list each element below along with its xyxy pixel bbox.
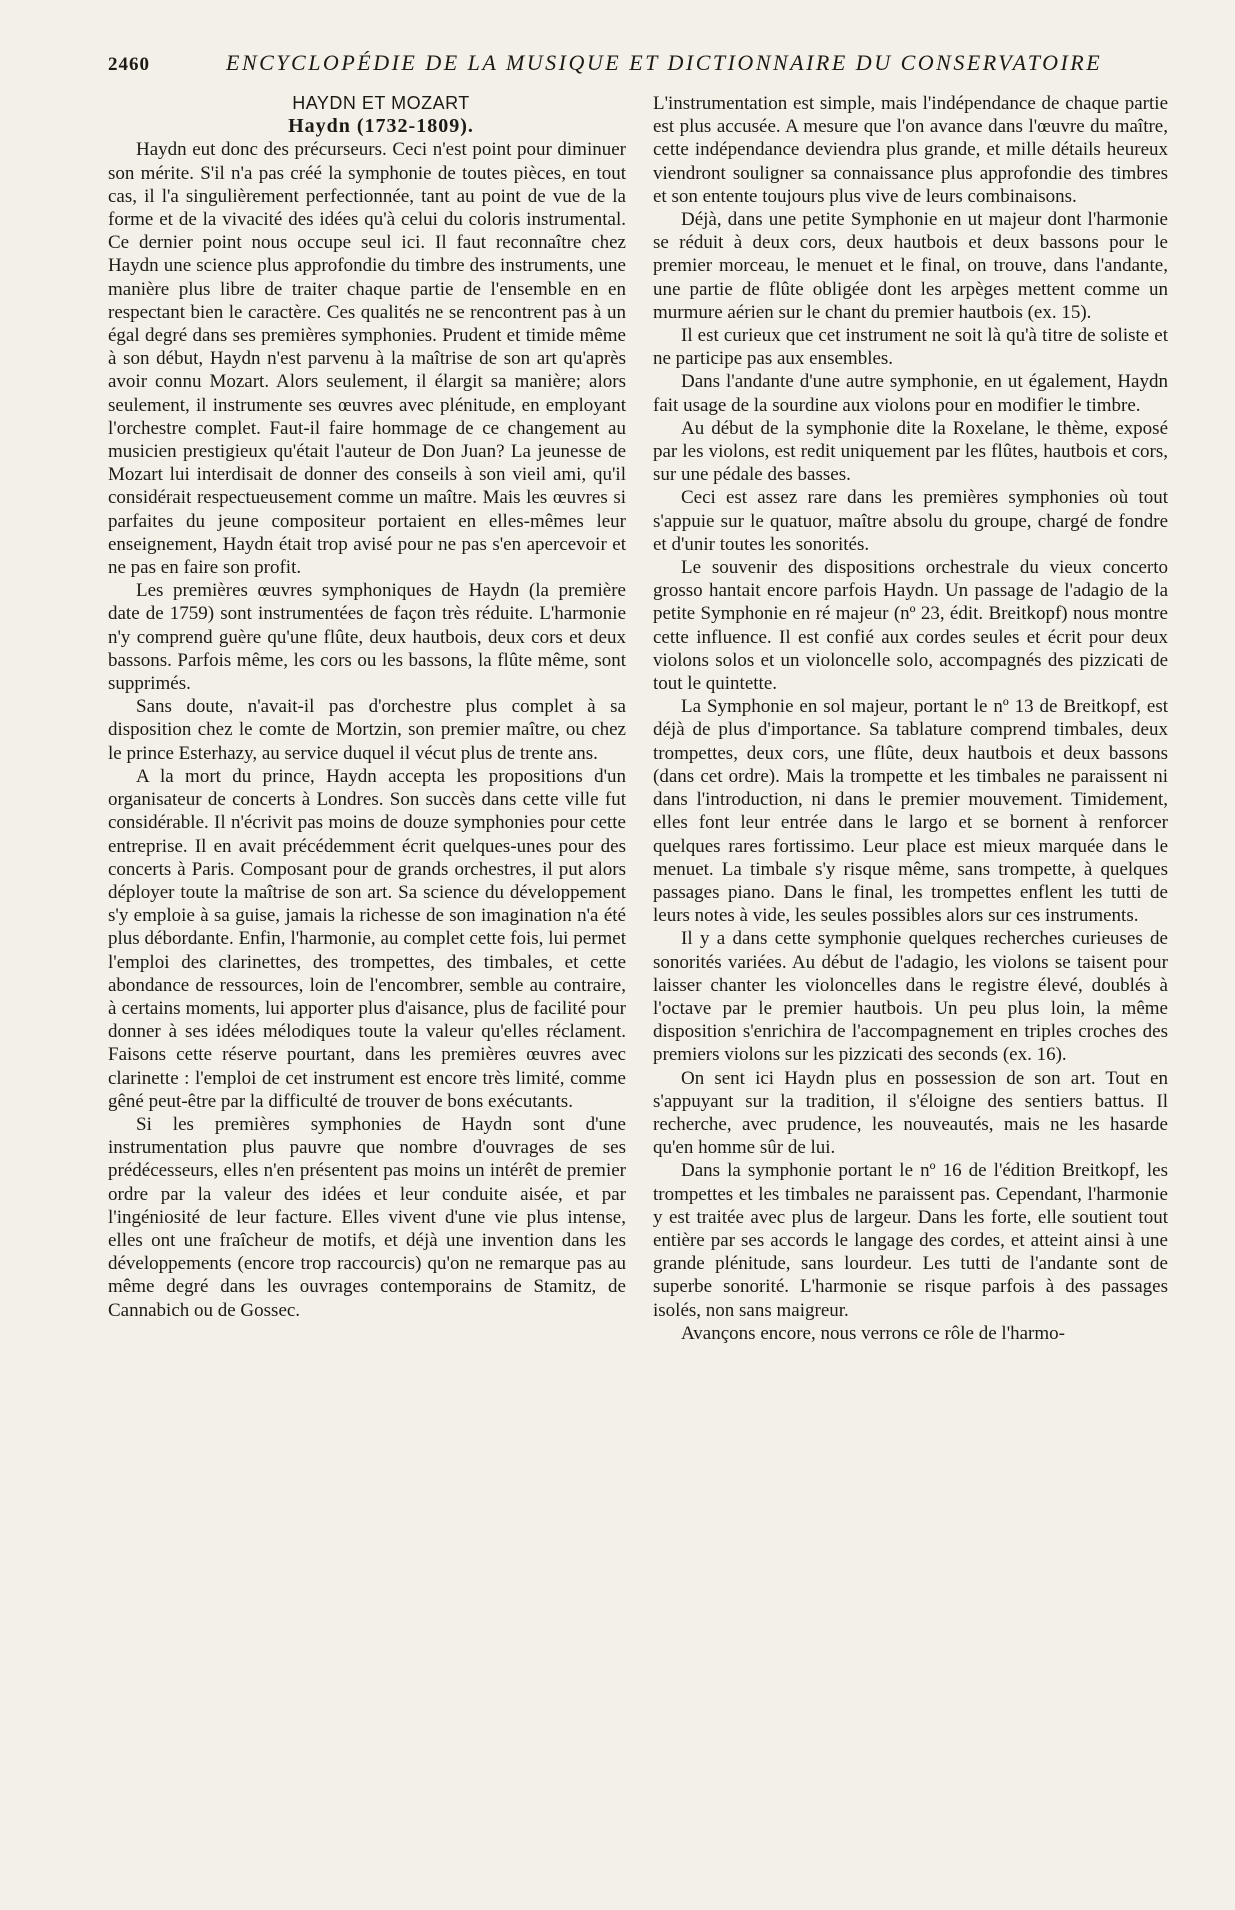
paragraph: Avançons encore, nous verrons ce rôle de l'harmo- [681,1322,1065,1344]
paragraph: Ceci est assez rare dans les premières symphonies où tout s'appuie sur le quatuor, maître absolu du groupe, chargé de fondre et d'unir toutes les sonorités. [653,487,1168,555]
paragraph: On sent ici Haydn plus en possession de son art. Tout en s'appuyant sur la tradition, il s'éloigne des sentiers battus. Il recherche, avec prudence, les nouveautés, mais ne les hasarde qu'en homme sûr de lui. [653,1067,1168,1159]
paragraph: Si les premières symphonies de Haydn sont d'une instrumentation plus pauvre que nombre d'ouvrages de ses prédécesseurs, elles n'en présentent pas moins un intérêt de premier ordre par la valeur des idées et leur conduite aisée, et par l'ingéniosité de leur facture. Elles vivent d'une vie plus intense, elles ont une fraîcheur de motifs, et déjà une invention dans les développements (encore trop raccourcis) qu'on ne remarque pas au même degré dans les ouvrages contemporains de Stamitz, de Cannabich ou de Gossec. [108,1113,626,1321]
left-column [108,92,626,1322]
paragraph: A la mort du prince, Haydn accepta les propositions d'un organisateur de concerts à Londres. Son succès dans cette ville fut considérable. Il n'écrivit pas moins de douze symphonies pour cette entreprise. Il en avait précédemment écrit quelques-unes pour des concerts à Paris. Composant pour de grands orchestres, il put alors déployer toute la maîtrise de son art. Sa science du développement s'y emploie à sa guise, jamais la richesse de son imagination n'a été plus débordante. Enfin, l'harmonie, au complet cette fois, lui permet l'emploi des clarinettes, des trompettes, des timbales, et cette abondance de ressources, loin de l'encombrer, semble au contraire, à certains moments, lui apporter plus d'aisance, plus de facilité pour donner à ses idées mélodiques toute la valeur qu'elles réclament. Faisons cette réserve pourtant, dans les premières œuvres avec clarinette : l'emploi de cet instrument est encore très limité, comme gêné peut-être par la difficulté de trouver de bons exécutants. [108,765,626,1112]
paragraph: Le souvenir des dispositions orchestrale du vieux concerto grosso hantait encore parfois Haydn. Un passage de l'adagio de la petite Symphonie en ré majeur (nº 23, édit. Breitkopf) nous montre cette influence. Il est confié aux cordes seules et écrit pour deux violons solos et un violoncelle solo, accompagnés des pizzicati de tout le quintette. [653,557,1168,695]
paragraph: L'instrumentation est simple, mais l'indépendance de chaque partie est plus accusée. A mesure que l'on avance dans l'œuvre du maître, cette indépendance deviendra plus grande, et mille détails heureux viendront souligner sa connaissance plus approfondie des timbres et son entente toujours plus vive de leurs combinaisons. [653,93,1168,207]
right-column [653,92,1168,1345]
paragraph: Les premières œuvres symphoniques de Haydn (la première date de 1759) sont instrumentées de façon très réduite. L'harmonie n'y comprend guère qu'une flûte, deux hautbois, deux cors et deux bassons. Parfois même, les cors ou les bassons, la flûte même, sont supprimés. [108,580,626,695]
paragraph: Dans la symphonie portant le nº 16 de l'édition Breitkopf, les trompettes et les timbales ne paraissent pas. Cependant, l'harmonie y est traitée avec plus de largeur. Dans les forte, elle soutient tout entière par ses accords le langage des cordes, et atteint ainsi à une grande plénitude, sans lourdeur. Les tutti de l'andante sont de superbe sonorité. L'harmonie se risque parfois à des passages isolés, non sans maigreur. [653,1160,1168,1321]
paragraph: La Symphonie en sol majeur, portant le nº 13 de Breitkopf, est déjà de plus d'importance. Sa tablature comprend timbales, deux trompettes, deux cors, une flûte, deux hautbois et deux bassons (dans cet ordre). Mais la trompette et les timbales ne paraissent ni dans l'introduction, ni dans le premier mouvement. Timidement, elles font leur entrée dans le largo et se bornent à renforcer quelques rares fortissimo. Leur place est mieux marquée dans le menuet. La timbale s'y risque même, sans trompette, à quelques passages piano. Dans le final, les trompettes enflent les tutti de leurs notes à vide, les seules possibles alors sur ces instruments. [653,696,1168,927]
paragraph: Sans doute, n'avait-il pas d'orchestre plus complet à sa disposition chez le comte de Mortzin, son premier maître, ou chez le prince Esterhazy, au service duquel il vécut plus de trente ans. [108,696,626,764]
section-title: HAYDN ET MOZART [292,93,470,113]
running-title: ENCYCLOPÉDIE DE LA MUSIQUE ET DICTIONNAIRE DU CONSERVATOIRE [226,50,1103,75]
paragraph: Déjà, dans une petite Symphonie en ut majeur dont l'harmonie se réduit à deux cors, deux hautbois et deux bassons pour le premier morceau, le menuet et le final, on trouve, dans l'andante, une partie de flûte obligée dont les arpèges mettent comme un murmure aérien sur le chant du premier hautbois (ex. 15). [653,209,1168,323]
paragraph: Dans l'andante d'une autre symphonie, en ut également, Haydn fait usage de la sourdine aux violons pour en modifier le timbre. [653,371,1168,416]
paragraph: Haydn eut donc des précurseurs. Ceci n'est point pour diminuer son mérite. S'il n'a pas créé la symphonie de toutes pièces, en tout cas, il l'a singulièrement perfectionnée, tant au point de vue de la forme et de la vivacité des idées qu'à celui du coloris instrumental. Ce dernier point nous occupe seul ici. Il faut reconnaître chez Haydn une science plus approfondie du timbre des instruments, une manière plus libre de traiter chaque partie de l'ensemble en en respectant bien le caractère. Ces qualités ne se rencontrent pas à un égal degré dans ses premières symphonies. Prudent et timide même à son début, Haydn n'est parvenu à la maîtrise de son art qu'après avoir connu Mozart. Alors seulement, il élargit sa manière; alors seulement, il instrumente ses œuvres avec plénitude, en employant l'orchestre complet. Faut-il faire hommage de ce changement au musicien prestigieux qu'était l'auteur de Don Juan? La jeunesse de Mozart lui interdisait de donner des conseils à son vieil ami, qu'il considérait respectueusement comme un maître. Mais les œuvres si parfaites du jeune compositeur portaient en elles-mêmes leur enseignement, Haydn était trop avisé pour ne pas s'en apercevoir et ne pas en faire son profit. [108,139,626,579]
paragraph: Il est curieux que cet instrument ne soit là qu'à titre de soliste et ne participe pas aux ensembles. [653,325,1168,370]
running-header [108,50,1108,80]
page-number: 2460 [108,54,150,75]
subsection-title: Haydn (1732-1809). [288,115,474,138]
paragraph: Au début de la symphonie dite la Roxelane, le thème, exposé par les violons, est redit uniquement par les flûtes, hautbois et cors, sur une pédale des basses. [653,417,1168,486]
paragraph: Il y a dans cette symphonie quelques recherches curieuses de sonorités variées. Au début de l'adagio, les violons se taisent pour laisser chanter les violoncelles dans le registre élevé, doublés à l'octave par le premier hautbois. Un peu plus loin, la même disposition s'enrichira de l'accompagnement en triples croches des premiers violons sur les pizzicati des seconds (ex. 16). [653,928,1168,1066]
